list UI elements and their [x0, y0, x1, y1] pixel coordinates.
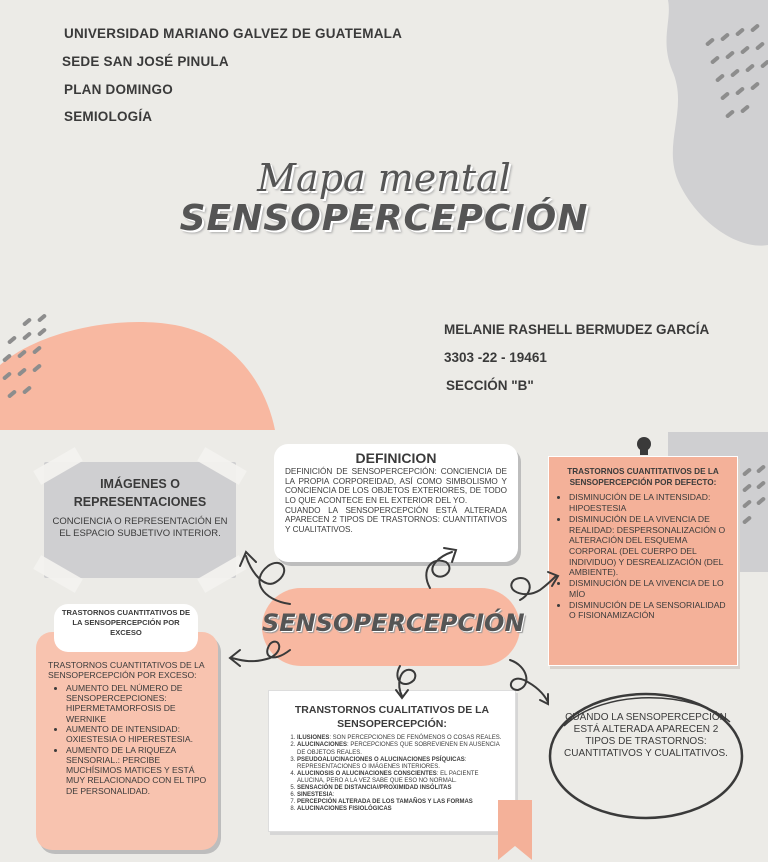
list-item: • AUMENTO DE LA RIQUEZA SENSORIAL.: PERCIBE MUCHÍSIMOS MATICES Y ESTÁ MUY RELACIONADO CON EL TIPO DE PERSONALIDAD. — [66, 745, 210, 797]
list-item: 2. ALUCINACIONES: PERCEPCIONES QUE SOBREVIENEN EN AUSENCIA DE OBJETOS REALES. — [297, 742, 507, 756]
list-item: • AUMENTO DEL NÚMERO DE SENSOPERCEPCIONES: HIPERMETAMORFOSIS DE WERNIKE — [66, 683, 210, 724]
list-item: • DISMINUCIÓN DE LA SENSORIALIDAD O FISIONAMIZACIÓN — [569, 600, 729, 621]
list-item: 5. SENSACIÓN DE DISTANCIA//PROXIMIDAD INSÓLITAS — [297, 785, 507, 792]
cualitativos-title: TRANSTORNOS CUALITATIVOS DE LA SENSOPERCEPCIÓN: — [294, 704, 490, 731]
list-item: • DISMINUCIÓN DE LA VIVENCIA DE LO MÍO — [569, 578, 729, 599]
author-section: SECCIÓN "B" — [446, 378, 534, 393]
arrow-to-definicion — [426, 552, 452, 588]
list-item: • DISMINUCIÓN DE LA INTENSIDAD: HIPOESTESIA — [569, 492, 729, 513]
list-item: • AUMENTO DE INTENSIDAD: OXIESTESIA O HIPERESTESIA. — [66, 724, 210, 745]
arrow-to-imagenes — [246, 556, 290, 604]
list-item: 8. ALUCINACIONES FISIOLÓGICAS — [297, 806, 507, 813]
plan-name: PLAN DOMINGO — [64, 82, 173, 97]
list-item: 3. PSEUDOALUCINACIONES O ALUCINACIONES PSÍQUICAS: REPRESENTACIONES O IMÁGENES INTERIORES. — [297, 757, 507, 771]
imagenes-title: IMÁGENES O REPRESENTACIONES — [73, 477, 207, 509]
arrow-to-circle — [510, 660, 548, 702]
course-name: SEMIOLOGÍA — [64, 109, 153, 124]
title-line-2: SENSOPERCEPCIÓN — [179, 198, 589, 239]
list-item: 7. PERCEPCIÓN ALTERADA DE LOS TAMAÑOS Y LAS FORMAS — [297, 799, 507, 806]
exceso-intro: TRASTORNOS CUANTITATIVOS DE LA SENSOPERCEPCIÓN POR EXCESO: — [48, 660, 205, 681]
defecto-title: TRASTORNOS CUANTITATIVOS DE LA SENSOPERCEPCIÓN POR DEFECTO: — [567, 467, 719, 487]
list-item: • DISMINUCIÓN DE LA VIVENCIA DE REALIDAD: DESPERSONALIZACIÓN O ALTERACIÓN DEL ESQUEMA CORPORAL (DEL CUERPO DEL INDIVIDUO) Y DESREALIZACIÓN (DEL AMBIENTE). — [569, 514, 729, 578]
campus-name: SEDE SAN JOSÉ PINULA — [62, 54, 229, 69]
list-item: 6. SINESTESIA: — [297, 792, 507, 799]
author-id: 3303 -22 - 19461 — [444, 350, 547, 365]
circle-text: CUANDO LA SENSOPERCEPCIÓN ESTÁ ALTERADA APARECEN 2 TIPOS DE TRASTORNOS: CUANTITATIVOS Y CUALITATIVOS. — [564, 712, 728, 759]
arrow-to-exceso — [232, 642, 290, 662]
list-item: 1. ILUSIONES: SON PERCEPCIONES DE FENÓMENOS O COSAS REALES. — [297, 735, 507, 742]
exceso-tag — [54, 604, 198, 652]
arrow-to-defecto — [511, 576, 556, 600]
definicion-title: DEFINICION — [355, 450, 437, 466]
title-line-1: Mapa mental — [257, 156, 511, 200]
university-name: UNIVERSIDAD MARIANO GALVEZ DE GUATEMALA — [64, 26, 403, 41]
author-name: MELANIE RASHELL BERMUDEZ GARCÍA — [444, 322, 710, 337]
center-label: SENSOPERCEPCIÓN — [262, 609, 525, 637]
exceso-tag-text: TRASTORNOS CUANTITATIVOS DE LA SENSOPERCEPCIÓN POR EXCESO — [61, 608, 191, 637]
definicion-text: DEFINICIÓN DE SENSOPERCEPCIÓN: CONCIENCIA DE LA PROPIA CORPOREIDAD, ASÍ COMO SIMBOLISMO Y CONCIENCIA DE LOS OBJETOS EXTERIORES, DE TODO LO QUE ACONTECE EN EL EXTERIOR DEL YO. CUANDO LA SENSOPERCEPCIÓN ESTÁ ALTERADA APARECEN 2 TIPOS DE TRASTORNOS: CUANTITATIVOS Y CUALITATIVOS. — [285, 467, 507, 535]
list-item: 4. ALUCINOSIS O ALUCINACIONES CONSCIENTES: EL PACIENTE ALUCINA, PERO A LA VEZ SABE QUE ESO NO NORMAL. — [297, 771, 507, 785]
imagenes-text: CONCIENCIA O REPRESENTACIÓN EN EL ESPACIO SUBJETIVO INTERIOR. — [52, 516, 228, 539]
